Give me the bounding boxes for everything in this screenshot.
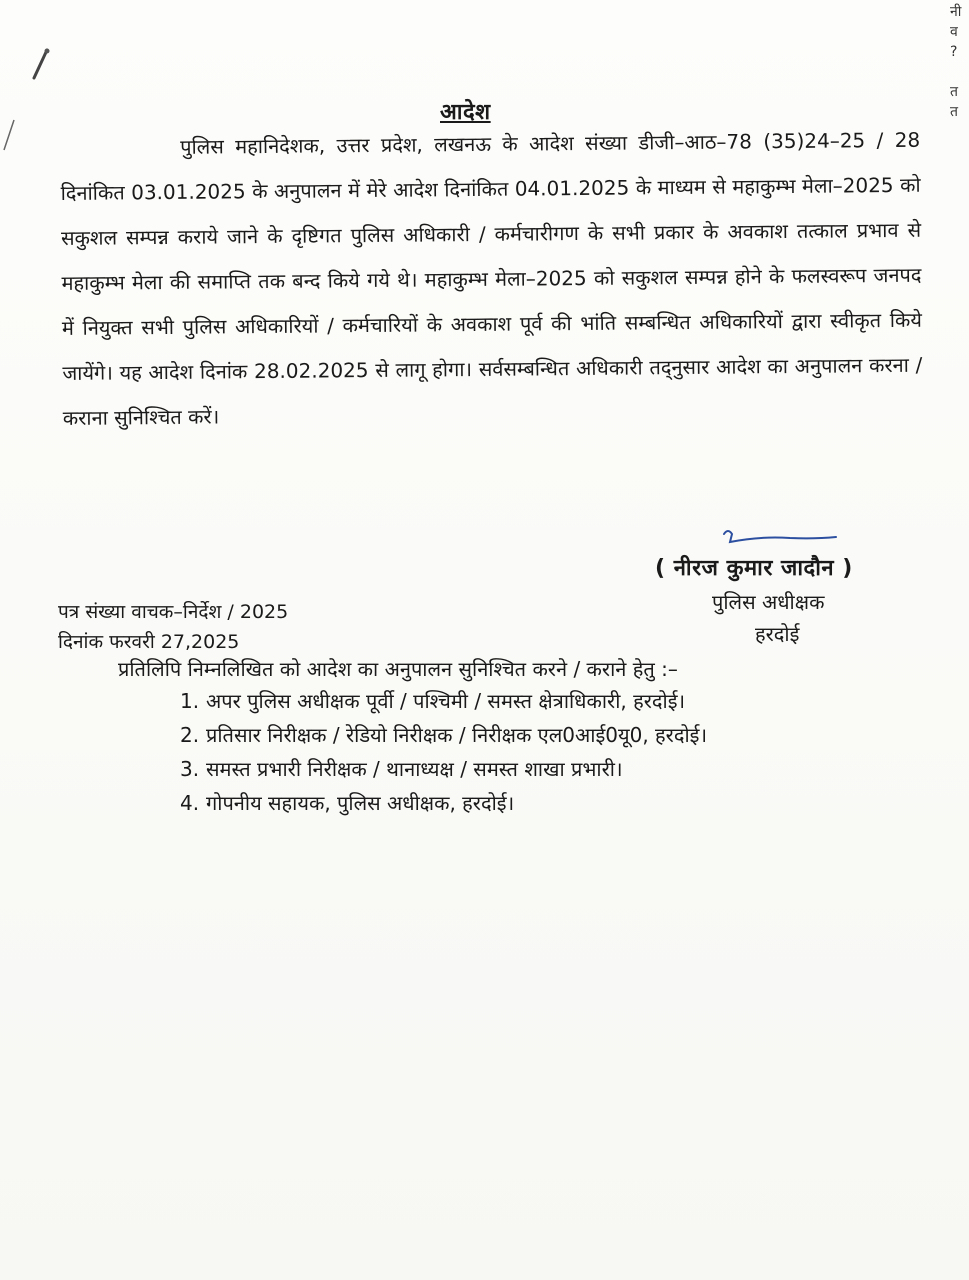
margin-text-fragment: नी व ? त त <box>950 4 962 120</box>
list-item: 4. गोपनीय सहायक, पुलिस अधीक्षक, हरदोई। <box>180 791 515 815</box>
signer-place: हरदोई <box>755 622 800 646</box>
order-title: आदेश <box>440 100 491 125</box>
copy-intro: प्रतिलिपि निम्नलिखित को आदेश का अनुपालन सुनिश्चित करने / कराने हेतु :– <box>118 657 678 681</box>
list-item: 2. प्रतिसार निरीक्षक / रेडियो निरीक्षक / निरीक्षक एल0आई0यू0, हरदोई। <box>180 723 708 747</box>
signer-designation: पुलिस अधीक्षक <box>712 590 825 614</box>
signer-name: ( नीरज कुमार जादौन ) <box>655 556 853 581</box>
letter-number: पत्र संख्या वाचक–निर्देश / 2025 <box>58 601 289 623</box>
letter-date: दिनांक फरवरी 27,2025 <box>58 631 240 653</box>
edge-mark-icon <box>2 118 16 152</box>
order-body: पुलिस महानिदेशक, उत्तर प्रदेश, लखनऊ के आदेश संख्या डीजी–आठ–78 (35)24–25 / 28 दिनांकित 03.01.2025 के अनुपालन में मेरे आदेश दिनांकित 04.01.2025 के माध्यम से महाकुम्भ मेला–2025 को सकुशल सम्पन्न कराये जाने के दृष्टिगत पुलिस अधिकारी / कर्मचारीगण के सभी प्रकार के अवकाश तत्काल प्रभाव से महाकुम्भ मेला की समाप्ति तक बन्द किये गये थे। महाकुम्भ मेला–2025 को सकुशल सम्पन्न होने के फलस्वरूप जनपद में नियुक्त सभी पुलिस अधिकारियों / कर्मचारियों के अवकाश पूर्व की भांति सम्बन्धित अधिकारियों द्वारा स्वीकृत किये जायेंगे। यह आदेश दिनांक 28.02.2025 से लागू होगा। सर्वसम्बन्धित अधिकारी तद्नुसार आदेश का अनुपालन करना / कराना सुनिश्चित करें। <box>60 127 923 430</box>
signature-icon <box>720 526 840 548</box>
list-item: 3. समस्त प्रभारी निरीक्षक / थानाध्यक्ष / समस्त शाखा प्रभारी। <box>180 757 623 781</box>
pin-icon <box>30 48 50 82</box>
list-item: 1. अपर पुलिस अधीक्षक पूर्वी / पश्चिमी / समस्त क्षेत्राधिकारी, हरदोई। <box>180 689 686 713</box>
copy-list <box>180 684 707 820</box>
